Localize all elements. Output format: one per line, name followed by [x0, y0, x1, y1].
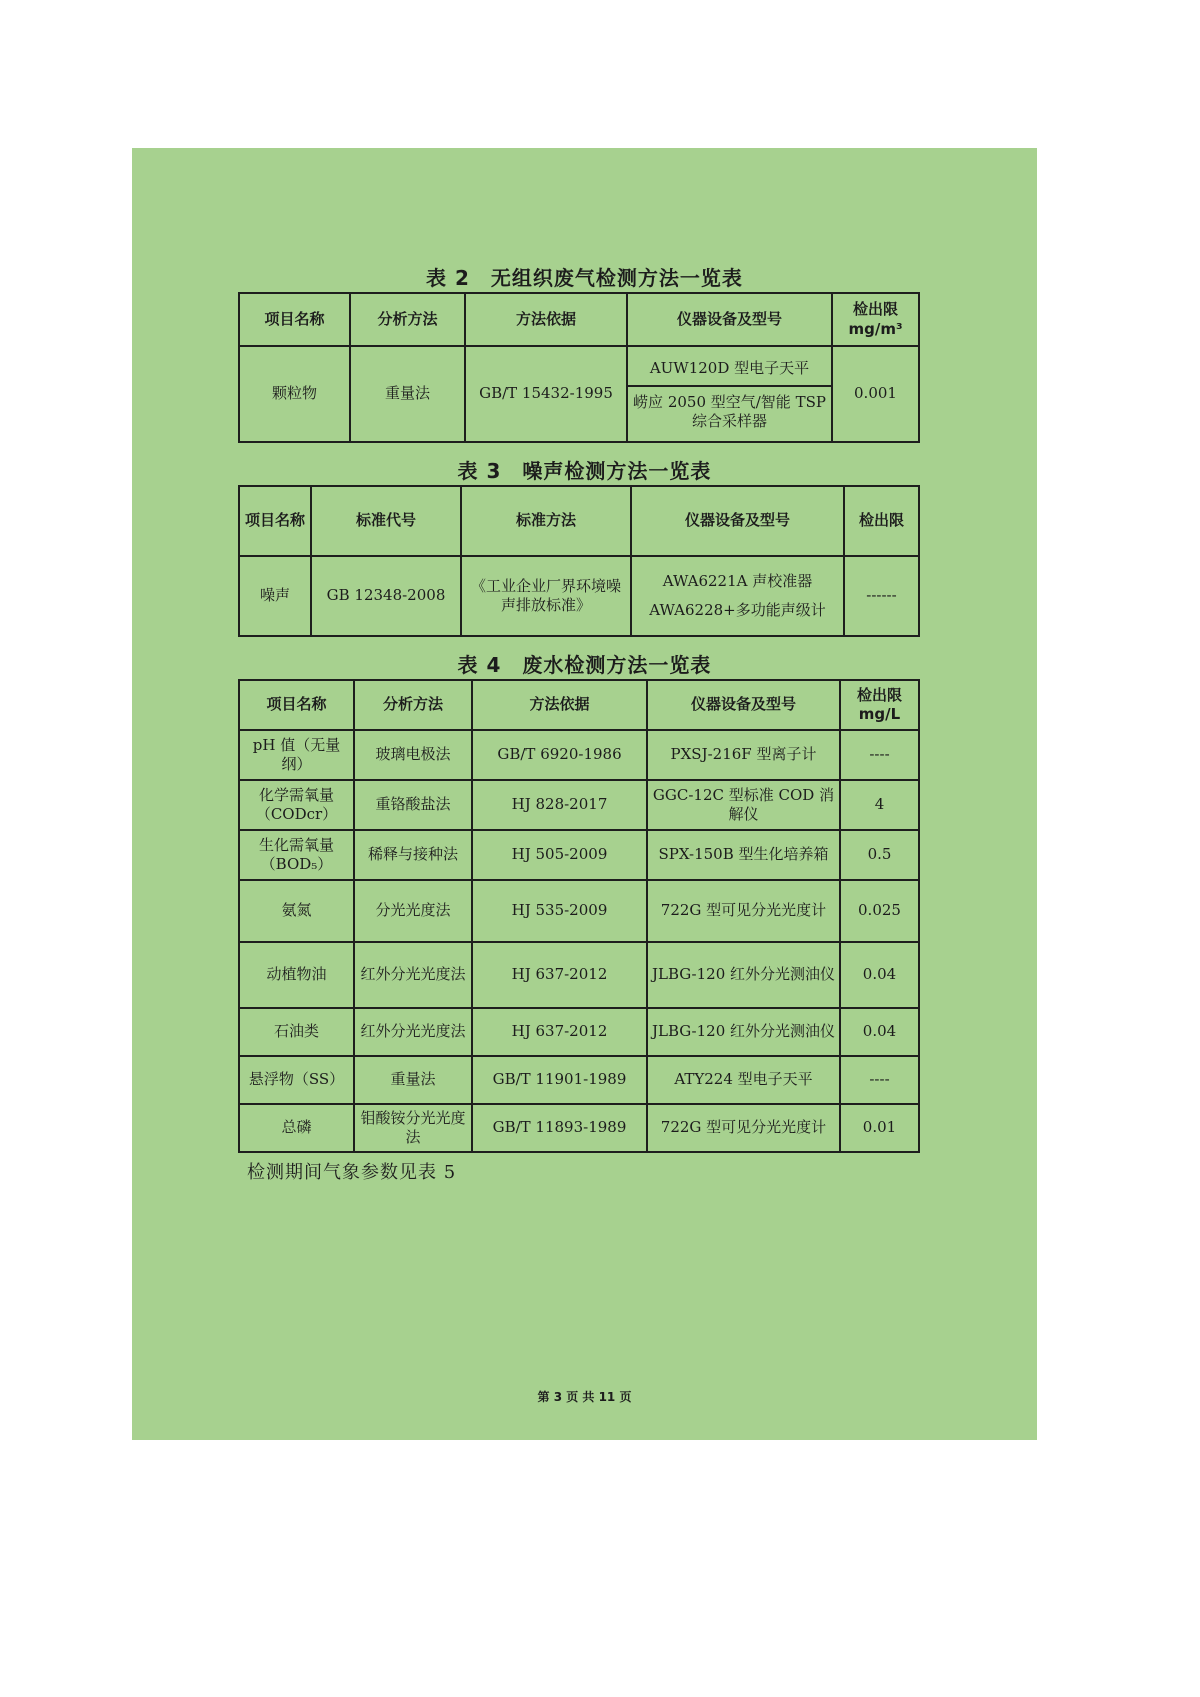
- table4-method: 红外分光光度法: [354, 1008, 472, 1056]
- table4-limit: 0.04: [840, 1008, 919, 1056]
- table2: [238, 292, 920, 443]
- table3-item: 噪声: [239, 556, 311, 636]
- table4-limit: 0.5: [840, 830, 919, 880]
- table4-method: 重铬酸盐法: [354, 780, 472, 830]
- table4-instrument: PXSJ-216F 型离子计: [647, 730, 840, 780]
- table4-basis: HJ 535-2009: [472, 880, 647, 942]
- table4-item: 石油类: [239, 1008, 354, 1056]
- table2-header-method: 分析方法: [350, 293, 465, 346]
- table4-instrument: ATY224 型电子天平: [647, 1056, 840, 1104]
- table3-code: GB 12348-2008: [311, 556, 461, 636]
- table4-instrument: 722G 型可见分光光度计: [647, 1104, 840, 1152]
- table4-header-item: 项目名称: [239, 680, 354, 730]
- table-row: [239, 780, 919, 830]
- table3: [238, 485, 920, 637]
- table4-basis: HJ 505-2009: [472, 830, 647, 880]
- table4-instrument: JLBG-120 红外分光测油仪: [647, 942, 840, 1008]
- table4-item: 总磷: [239, 1104, 354, 1152]
- table3-instrument-1: AWA6221A 声校准器: [662, 571, 813, 590]
- table4-basis: GB/T 11901-1989: [472, 1056, 647, 1104]
- table2-header-basis: 方法依据: [465, 293, 627, 346]
- table3-header-code: 标准代号: [311, 486, 461, 556]
- table4-item: 氨氮: [239, 880, 354, 942]
- table2-instrument-1: AUW120D 型电子天平: [628, 351, 831, 387]
- table2-basis: GB/T 15432-1995: [465, 346, 627, 442]
- table4-method: 分光光度法: [354, 880, 472, 942]
- table4-basis: HJ 637-2012: [472, 1008, 647, 1056]
- table4-limit: 0.025: [840, 880, 919, 942]
- table4-item: 生化需氧量（BOD₅）: [239, 830, 354, 880]
- table4: [238, 679, 920, 1153]
- page-number: 第 3 页 共 11 页: [537, 1390, 632, 1404]
- table4-instrument: 722G 型可见分光光度计: [647, 880, 840, 942]
- table2-limit: 0.001: [832, 346, 919, 442]
- table4-method: 红外分光光度法: [354, 942, 472, 1008]
- table4-method: 稀释与接种法: [354, 830, 472, 880]
- table2-method: 重量法: [350, 346, 465, 442]
- table-row: [239, 1008, 919, 1056]
- table4-limit: 0.04: [840, 942, 919, 1008]
- table4-instrument: JLBG-120 红外分光测油仪: [647, 1008, 840, 1056]
- table2-header-limit: 检出限mg/m³: [832, 293, 919, 346]
- table4-basis: GB/T 6920-1986: [472, 730, 647, 780]
- table4-limit: ----: [840, 1056, 919, 1104]
- table4-limit: 4: [840, 780, 919, 830]
- table4-item: 动植物油: [239, 942, 354, 1008]
- table4-basis: HJ 637-2012: [472, 942, 647, 1008]
- table3-instrument-cell: [631, 556, 844, 636]
- table4-limit: ----: [840, 730, 919, 780]
- table-row: [239, 880, 919, 942]
- table4-header-limit: 检出限mg/L: [840, 680, 919, 730]
- table-row: [239, 830, 919, 880]
- table4-header-method: 分析方法: [354, 680, 472, 730]
- table3-limit: ------: [844, 556, 919, 636]
- table4-header-instrument: 仪器设备及型号: [647, 680, 840, 730]
- table4-instrument: SPX-150B 型生化培养箱: [647, 830, 840, 880]
- table2-header-instrument: 仪器设备及型号: [627, 293, 832, 346]
- table3-method: 《工业企业厂界环境噪声排放标准》: [461, 556, 631, 636]
- table-row: [239, 556, 919, 636]
- table3-caption: 表 3 噪声检测方法一览表: [457, 459, 712, 483]
- table-row: [239, 346, 919, 442]
- table4-item: 悬浮物（SS）: [239, 1056, 354, 1104]
- table4-item: pH 值（无量纲）: [239, 730, 354, 780]
- table2-instrument-2: 崂应 2050 型空气/智能 TSP 综合采样器: [633, 392, 826, 430]
- table2-caption: 表 2 无组织废气检测方法一览表: [426, 266, 743, 290]
- table4-caption: 表 4 废水检测方法一览表: [457, 653, 712, 677]
- table3-header-item: 项目名称: [239, 486, 311, 556]
- table4-item: 化学需氧量（CODcr）: [239, 780, 354, 830]
- table4-header-basis: 方法依据: [472, 680, 647, 730]
- table2-instrument-cell: [627, 346, 832, 442]
- table3-header-limit: 检出限: [844, 486, 919, 556]
- document-page: [132, 148, 1037, 1440]
- table4-instrument: GGC-12C 型标准 COD 消解仪: [647, 780, 840, 830]
- weather-note: 检测期间气象参数见表 5: [247, 1162, 457, 1183]
- table2-header-item: 项目名称: [239, 293, 350, 346]
- table3-instrument-2: AWA6228+多功能声级计: [649, 601, 826, 619]
- table-row: [239, 730, 919, 780]
- table4-basis: HJ 828-2017: [472, 780, 647, 830]
- table4-method: 玻璃电极法: [354, 730, 472, 780]
- table-row: [239, 1056, 919, 1104]
- table-row: [239, 1104, 919, 1152]
- table-row: [239, 942, 919, 1008]
- table4-method: 钼酸铵分光光度法: [354, 1104, 472, 1152]
- table4-limit: 0.01: [840, 1104, 919, 1152]
- table3-header-method: 标准方法: [461, 486, 631, 556]
- table4-basis: GB/T 11893-1989: [472, 1104, 647, 1152]
- table2-item: 颗粒物: [239, 346, 350, 442]
- table4-method: 重量法: [354, 1056, 472, 1104]
- table3-header-instrument: 仪器设备及型号: [631, 486, 844, 556]
